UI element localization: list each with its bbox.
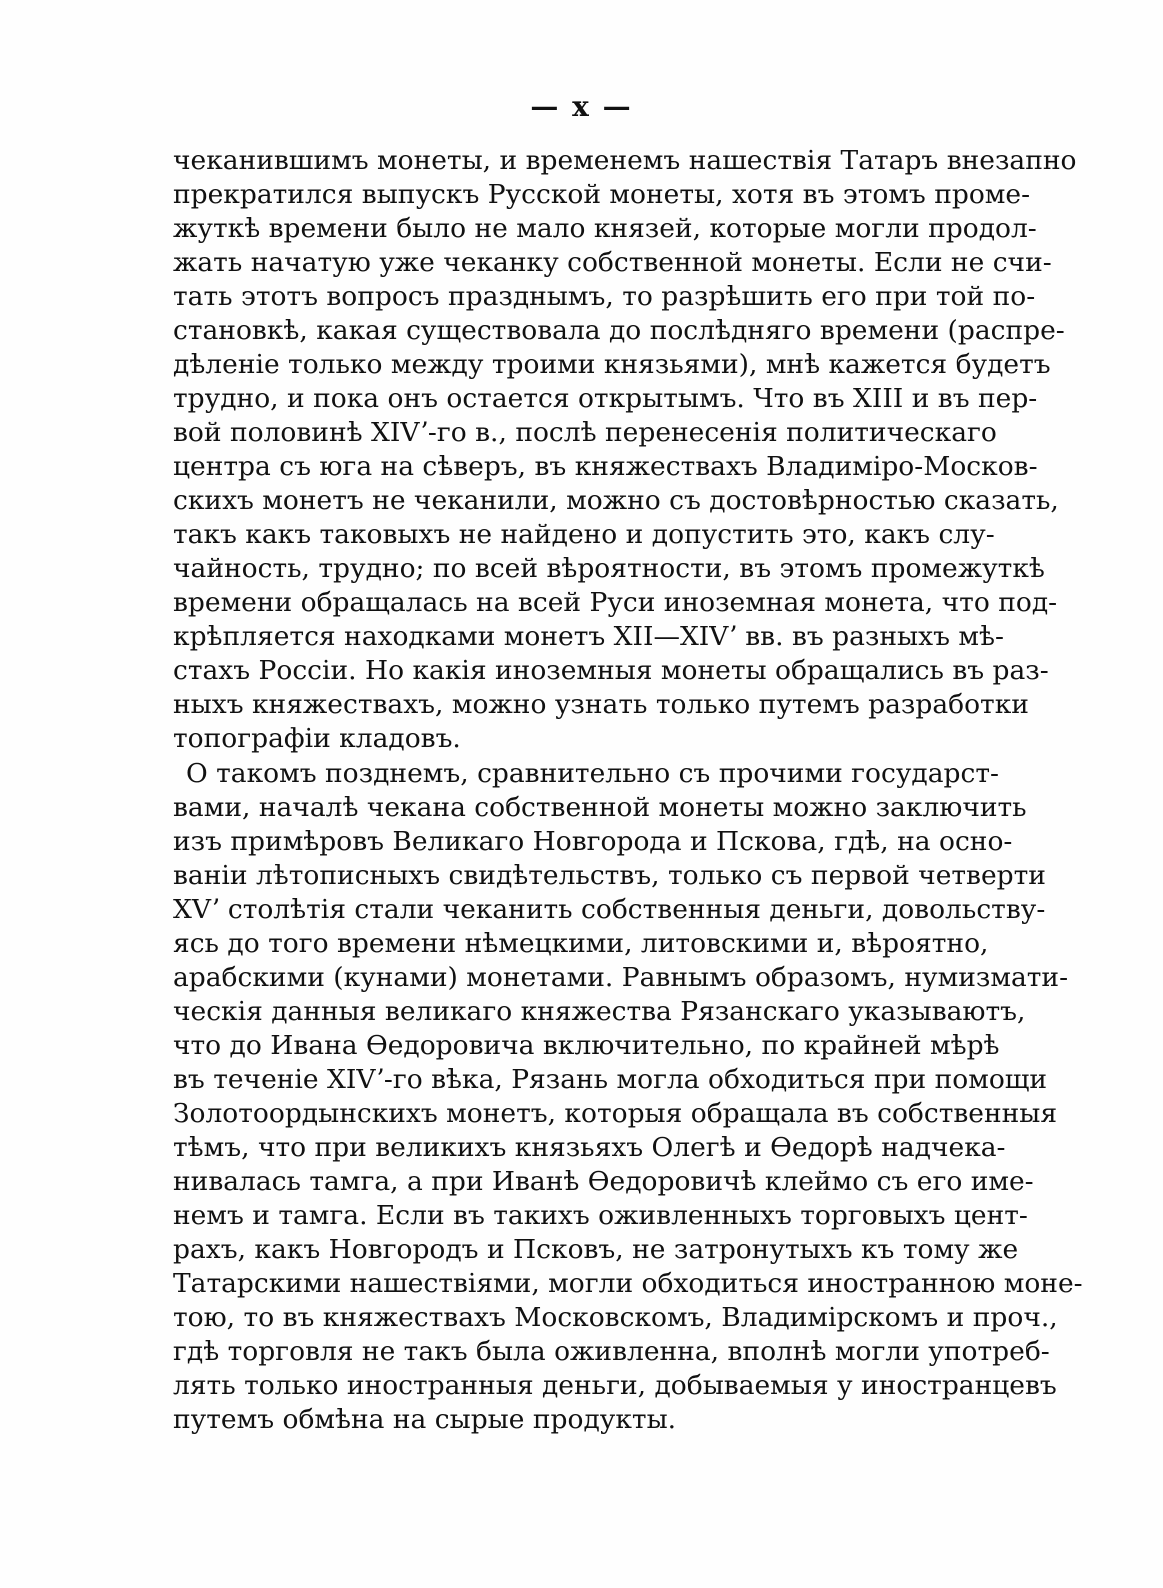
page-number: — x — <box>530 90 633 123</box>
text-line: чеканившимъ монеты, и временемъ нашествія Татаръ внезапно <box>173 145 1077 176</box>
text-line: тою, то въ княжествахъ Московскомъ, Владимірскомъ и проч., <box>173 1302 1058 1333</box>
text-line: изъ примѣровъ Великаго Новгорода и Пскова, гдѣ, на осно- <box>173 826 1013 857</box>
text-line: тѣмъ, что при великихъ князьяхъ Олегѣ и Ѳедорѣ надчека- <box>173 1132 1006 1163</box>
text-line: нивалась тамга, а при Иванѣ Ѳедоровичѣ клеймо съ его име- <box>173 1166 1034 1197</box>
text-line: дѣленіе только между троими князьями), мнѣ кажется будетъ <box>173 349 1051 380</box>
text-line: трудно, и пока онъ остается открытымъ. Что въ XIII и въ пер- <box>173 383 1038 414</box>
text-line: Татарскими нашествіями, могли обходиться иностранною моне- <box>173 1268 1083 1299</box>
text-line: стахъ Россіи. Но какія иноземныя монеты обращались въ раз- <box>173 655 1049 686</box>
text-line: Золотоордынскихъ монетъ, которыя обращала въ собственныя <box>173 1098 1058 1129</box>
text-line: жать начатую уже чеканку собственной монеты. Если не счи- <box>173 247 1052 278</box>
text-line: лять только иностранныя деньги, добываемыя у иностранцевъ <box>173 1370 1057 1401</box>
text-line: путемъ обмѣна на сырые продукты. <box>173 1404 677 1435</box>
text-line: такъ какъ таковыхъ не найдено и допустить это, какъ слу- <box>173 519 995 550</box>
text-line: времени обращалась на всей Руси иноземная монета, что под- <box>173 587 1058 618</box>
text-line: тать этотъ вопросъ празднымъ, то разрѣшить его при той по- <box>173 281 1036 312</box>
text-line: ваніи лѣтописныхъ свидѣтельствъ, только съ первой четверти <box>173 860 1046 891</box>
text-line: гдѣ торговля не такъ была оживленна, вполнѣ могли употреб- <box>173 1336 1050 1367</box>
text-line: О такомъ позднемъ, сравнительно съ прочими государст- <box>186 758 999 789</box>
text-line: скихъ монетъ не чеканили, можно съ достовѣрностью сказать, <box>173 485 1059 516</box>
text-line: чайность, трудно; по всей вѣроятности, въ этомъ промежуткѣ <box>173 553 1045 584</box>
text-line: жуткѣ времени было не мало князей, которые могли продол- <box>173 213 1037 244</box>
text-line: XVʼ столѣтія стали чеканить собственныя деньги, довольству- <box>173 894 1046 925</box>
text-line: ныхъ княжествахъ, можно узнать только путемъ разработки <box>173 689 1029 720</box>
text-line: въ теченіе XIVʼ-го вѣка, Рязань могла обходиться при помощи <box>173 1064 1048 1095</box>
text-line: вами, началѣ чекана собственной монеты можно заключить <box>173 792 1027 823</box>
text-line: ясь до того времени нѣмецкими, литовскими и, вѣроятно, <box>173 928 989 959</box>
text-line: что до Ивана Ѳедоровича включительно, по крайней мѣрѣ <box>173 1030 1000 1061</box>
text-line: прекратился выпускъ Русской монеты, хотя въ этомъ проме- <box>173 179 1031 210</box>
text-line: ческія данныя великаго княжества Рязанскаго указываютъ, <box>173 996 1026 1027</box>
text-line: центра съ юга на сѣверъ, въ княжествахъ Владиміро-Москов- <box>173 451 1038 482</box>
text-line: вой половинѣ XIVʼ-го в., послѣ перенесенія политическаго <box>173 417 997 448</box>
text-line: становкѣ, какая существовала до послѣдняго времени (распре- <box>173 315 1065 346</box>
text-line: крѣпляется находками монетъ XII—XIVʼ вв. въ разныхъ мѣ- <box>173 621 1004 652</box>
text-line: арабскими (кунами) монетами. Равнымъ образомъ, нумизмати- <box>173 962 1069 993</box>
text-line: немъ и тамга. Если въ такихъ оживленныхъ торговыхъ цент- <box>173 1200 1028 1231</box>
text-line: рахъ, какъ Новгородъ и Псковъ, не затронутыхъ къ тому же <box>173 1234 1019 1265</box>
text-line: топографіи кладовъ. <box>173 723 461 754</box>
